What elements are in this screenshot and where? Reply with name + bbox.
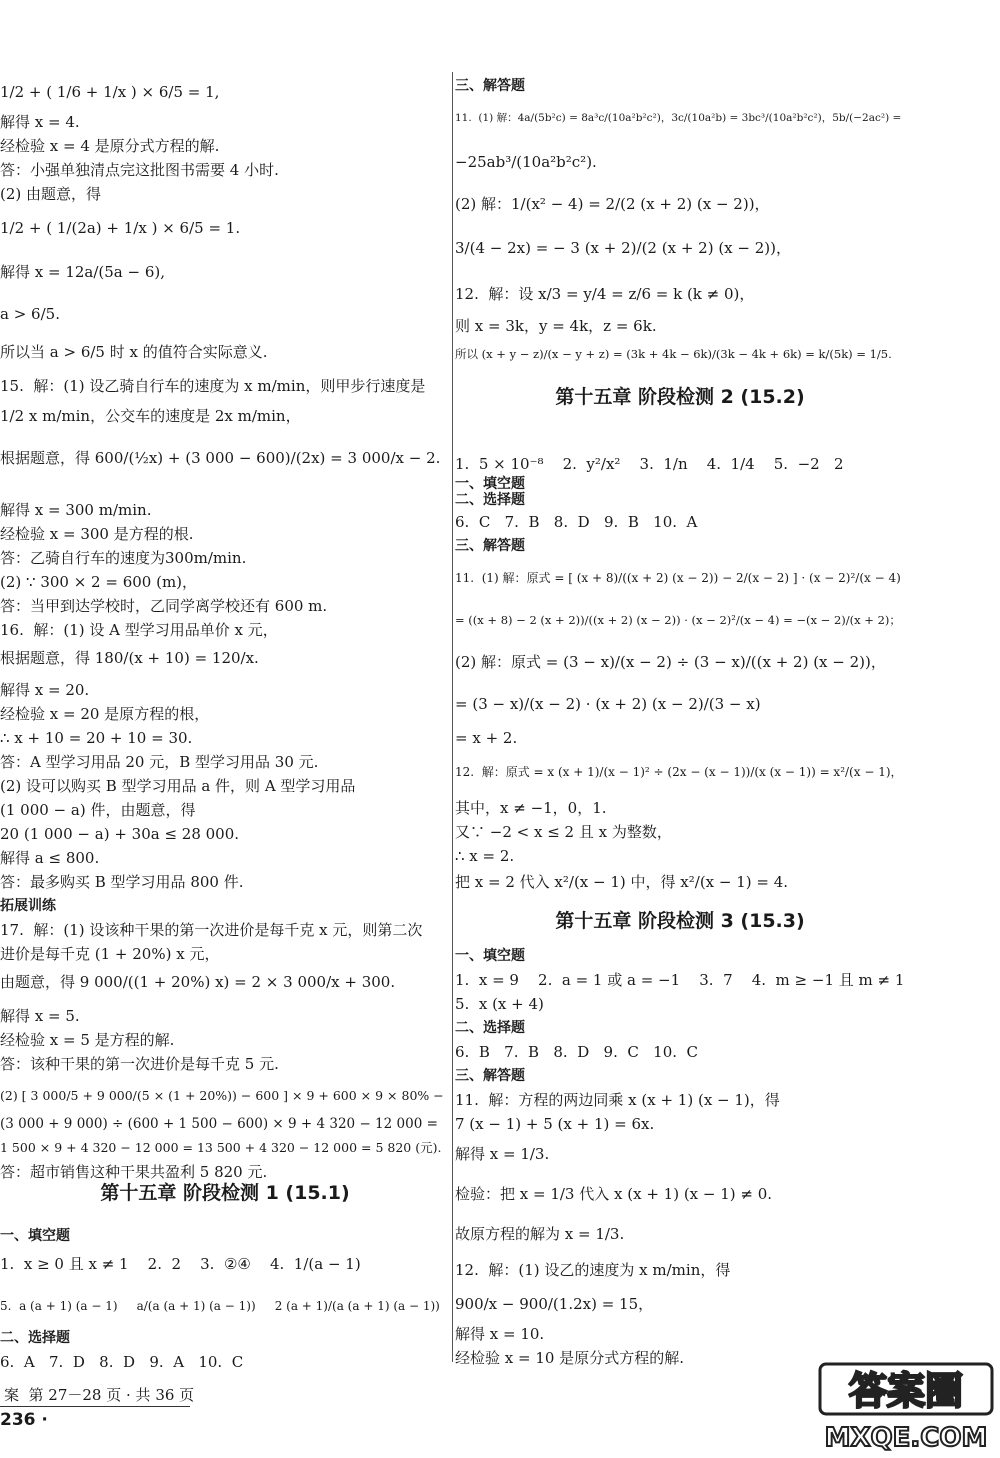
page-number: 236 · xyxy=(0,1410,48,1430)
right-column xyxy=(455,0,905,1458)
answer-line: 解得 x = 1/3. xyxy=(455,1145,550,1163)
answer-line: (2) 解：1/(x² − 4) = 2/(2 (x + 2) (x − 2))， xyxy=(455,195,770,213)
answer-line: 1/2 x m/min，公交车的速度是 2x m/min， xyxy=(0,407,301,425)
section-label: 一、填空题 xyxy=(455,948,525,964)
answer-line: 5. a (a + 1) (a − 1) a/(a (a + 1) (a − 1)) 2 (a + 1)/(a (a + 1) (a − 1)) xyxy=(0,1299,440,1313)
answer-line: 经检验 x = 10 是原分式方程的解. xyxy=(455,1349,684,1367)
footer-rule xyxy=(0,1406,190,1407)
answer-line: 11. (1) 解：原式 = [ (x + 8)/((x + 2) (x − 2)) − 2/(x − 2) ] · (x − 2)²/(x − 4) xyxy=(455,571,901,585)
watermark-logo-icon xyxy=(818,1362,994,1452)
answer-line: (2) 由题意，得 xyxy=(0,185,102,203)
answer-line: 答：乙骑自行车的速度为300m/min. xyxy=(0,549,247,567)
answer-line: a > 6/5. xyxy=(0,305,60,323)
answer-line: 1. 5 × 10⁻⁸ 2. y²/x² 3. 1/n 4. 1/4 5. −2 2 xyxy=(455,455,844,473)
answer-line: 答：该种干果的第一次进价是每千克 5 元. xyxy=(0,1055,279,1073)
answer-line: 答：当甲到达学校时，乙同学离学校还有 600 m. xyxy=(0,597,328,615)
answer-line: 900/x − 900/(1.2x) = 15， xyxy=(455,1295,654,1313)
watermark-logo xyxy=(818,1362,994,1452)
answer-line: 1/2 + ( 1/(2a) + 1/x ) × 6/5 = 1. xyxy=(0,219,241,237)
answer-line: 其中，x ≠ −1，0，1. xyxy=(455,799,607,817)
answer-line: 根据题意，得 600/(½x) + (3 000 − 600)/(2x) = 3 000/x − 2. xyxy=(0,449,441,467)
answer-line: 经检验 x = 20 是原方程的根， xyxy=(0,705,210,723)
answer-line: 答：A 型学习用品 20 元，B 型学习用品 30 元. xyxy=(0,753,319,771)
answer-line: 6. A 7. D 8. D 9. A 10. C xyxy=(0,1353,244,1371)
answer-line: ∴ x + 10 = 20 + 10 = 30. xyxy=(0,729,193,747)
answer-line: 12. 解：设 x/3 = y/4 = z/6 = k (k ≠ 0)， xyxy=(455,285,755,303)
answer-line: ∴ x = 2. xyxy=(455,847,515,865)
section-label: 一、填空题 xyxy=(455,476,525,492)
answer-line: 20 (1 000 − a) + 30a ≤ 28 000. xyxy=(0,825,240,843)
answer-line: 所以 (x + y − z)/(x − y + z) = (3k + 4k − 6k)/(3k − 4k + 6k) = k/(5k) = 1/5. xyxy=(455,347,892,361)
answer-line: 1 500 × 9 + 4 320 − 12 000 = 13 500 + 4 320 − 12 000 = 5 820 (元). xyxy=(0,1140,442,1155)
answer-line: −25ab³/(10a²b²c²). xyxy=(455,153,597,171)
answer-line: 解得 x = 20. xyxy=(0,681,90,699)
chapter-heading: 第十五章 阶段检测 2 (15.2) xyxy=(555,386,805,408)
answer-line: 解得 x = 5. xyxy=(0,1007,80,1025)
column-divider xyxy=(452,72,453,1362)
answer-line: 由题意，得 9 000/((1 + 20%) x) = 2 × 3 000/x + 300. xyxy=(0,973,396,991)
chapter-heading: 第十五章 阶段检测 1 (15.1) xyxy=(100,1182,350,1204)
answer-line: 故原方程的解为 x = 1/3. xyxy=(455,1225,625,1243)
answer-line: 3/(4 − 2x) = − 3 (x + 2)/(2 (x + 2) (x − 2))， xyxy=(455,239,791,257)
answer-line: 17. 解：(1) 设该种干果的第一次进价是每千克 x 元，则第二次 xyxy=(0,921,423,939)
answer-line: (3 000 + 9 000) ÷ (600 + 1 500 − 600) × 9 + 4 320 − 12 000 = xyxy=(0,1116,438,1132)
answer-line: (2) ∵ 300 × 2 = 600 (m)， xyxy=(0,573,198,591)
answer-line: 6. C 7. B 8. D 9. B 10. A xyxy=(455,513,698,531)
answer-line: 1. x = 9 2. a = 1 或 a = −1 3. 7 4. m ≥ −1 且 m ≠ 1 xyxy=(455,971,905,989)
answer-line: 解得 x = 10. xyxy=(455,1325,545,1343)
answer-line: 1. x ≥ 0 且 x ≠ 1 2. 2 3. ②④ 4. 1/(a − 1) xyxy=(0,1255,361,1273)
section-label: 二、选择题 xyxy=(455,1020,525,1036)
answer-line: 7 (x − 1) + 5 (x + 1) = 6x. xyxy=(455,1115,655,1133)
answer-line: (1 000 − a) 件，由题意，得 xyxy=(0,801,196,819)
answer-line: 答：小强单独清点完这批图书需要 4 小时. xyxy=(0,161,279,179)
answer-line: 所以当 a > 6/5 时 x 的值符合实际意义. xyxy=(0,343,268,361)
answer-line: (2) 设可以购买 B 型学习用品 a 件，则 A 型学习用品 xyxy=(0,777,356,795)
answer-line: 解得 x = 12a/(5a − 6), xyxy=(0,263,166,281)
answer-line: 11. 解：方程的两边同乘 x (x + 1) (x − 1)，得 xyxy=(455,1091,780,1109)
left-column xyxy=(0,0,450,1458)
answer-line: 1/2 + ( 1/6 + 1/x ) × 6/5 = 1, xyxy=(0,83,220,101)
section-label: 三、解答题 xyxy=(455,1068,525,1084)
answer-line: 答：超市销售这种干果共盈利 5 820 元. xyxy=(0,1163,268,1181)
answer-line: 11. (1) 解：4a/(5b²c) = 8a³c/(10a²b²c²)，3c/(10a²b) = 3bc³/(10a²b²c²)，5b/(−2ac²) = xyxy=(455,112,902,124)
footer-page-range: 案 第 27－28 页 · 共 36 页 xyxy=(4,1386,195,1404)
answer-line: 解得 x = 4. xyxy=(0,113,80,131)
section-label: 二、选择题 xyxy=(455,492,525,508)
chapter-heading: 第十五章 阶段检测 3 (15.3) xyxy=(555,910,805,932)
answer-line: 又∵ −2 < x ≤ 2 且 x 为整数， xyxy=(455,823,672,841)
answer-line: 经检验 x = 5 是方程的解. xyxy=(0,1031,175,1049)
answer-line: (2) [ 3 000/5 + 9 000/(5 × (1 + 20%)) − 600 ] × 9 + 600 × 9 × 80% − xyxy=(0,1088,444,1103)
answer-line: 根据题意，得 180/(x + 10) = 120/x. xyxy=(0,649,259,667)
answer-line: 16. 解：(1) 设 A 型学习用品单价 x 元， xyxy=(0,621,278,639)
answer-line: 解得 x = 300 m/min. xyxy=(0,501,152,519)
section-label: 三、解答题 xyxy=(455,78,525,94)
answer-line: 答：最多购买 B 型学习用品 800 件. xyxy=(0,873,244,891)
answer-line: = x + 2. xyxy=(455,729,518,747)
answer-line: 解得 a ≤ 800. xyxy=(0,849,100,867)
answer-line: = ((x + 8) − 2 (x + 2))/((x + 2) (x − 2)) · (x − 2)²/(x − 4) = −(x − 2)/(x + 2)； xyxy=(455,613,901,627)
section-label: 一、填空题 xyxy=(0,1228,70,1244)
watermark-text: 答案圈 xyxy=(848,1369,964,1413)
answer-line: 检验：把 x = 1/3 代入 x (x + 1) (x − 1) ≠ 0. xyxy=(455,1185,773,1203)
answer-line: 12. 解：原式 = x (x + 1)/(x − 1)² ÷ (2x − (x − 1))/(x (x − 1)) = x²/(x − 1)， xyxy=(455,765,903,779)
answer-line: 经检验 x = 300 是方程的根. xyxy=(0,525,194,543)
answer-line: 6. B 7. B 8. D 9. C 10. C xyxy=(455,1043,699,1061)
section-label: 三、解答题 xyxy=(455,538,525,554)
answer-line: 5. x (x + 4) xyxy=(455,995,544,1013)
watermark-site: MXQE.COM xyxy=(824,1423,988,1452)
answer-line: 则 x = 3k，y = 4k，z = 6k. xyxy=(455,317,657,335)
answer-line: 15. 解：(1) 设乙骑自行车的速度为 x m/min，则甲步行速度是 xyxy=(0,377,426,395)
answer-line: (2) 解：原式 = (3 − x)/(x − 2) ÷ (3 − x)/((x + 2) (x − 2))， xyxy=(455,653,886,671)
answer-line: 经检验 x = 4 是原分式方程的解. xyxy=(0,137,220,155)
section-label: 二、选择题 xyxy=(0,1330,70,1346)
answer-line: 12. 解：(1) 设乙的速度为 x m/min，得 xyxy=(455,1261,731,1279)
section-label: 拓展训练 xyxy=(0,898,56,914)
answer-line: = (3 − x)/(x − 2) · (x + 2) (x − 2)/(3 − x) xyxy=(455,695,761,713)
answer-line: 把 x = 2 代入 x²/(x − 1) 中，得 x²/(x − 1) = 4. xyxy=(455,873,789,891)
answer-line: 进价是每千克 (1 + 20%) x 元， xyxy=(0,945,220,963)
